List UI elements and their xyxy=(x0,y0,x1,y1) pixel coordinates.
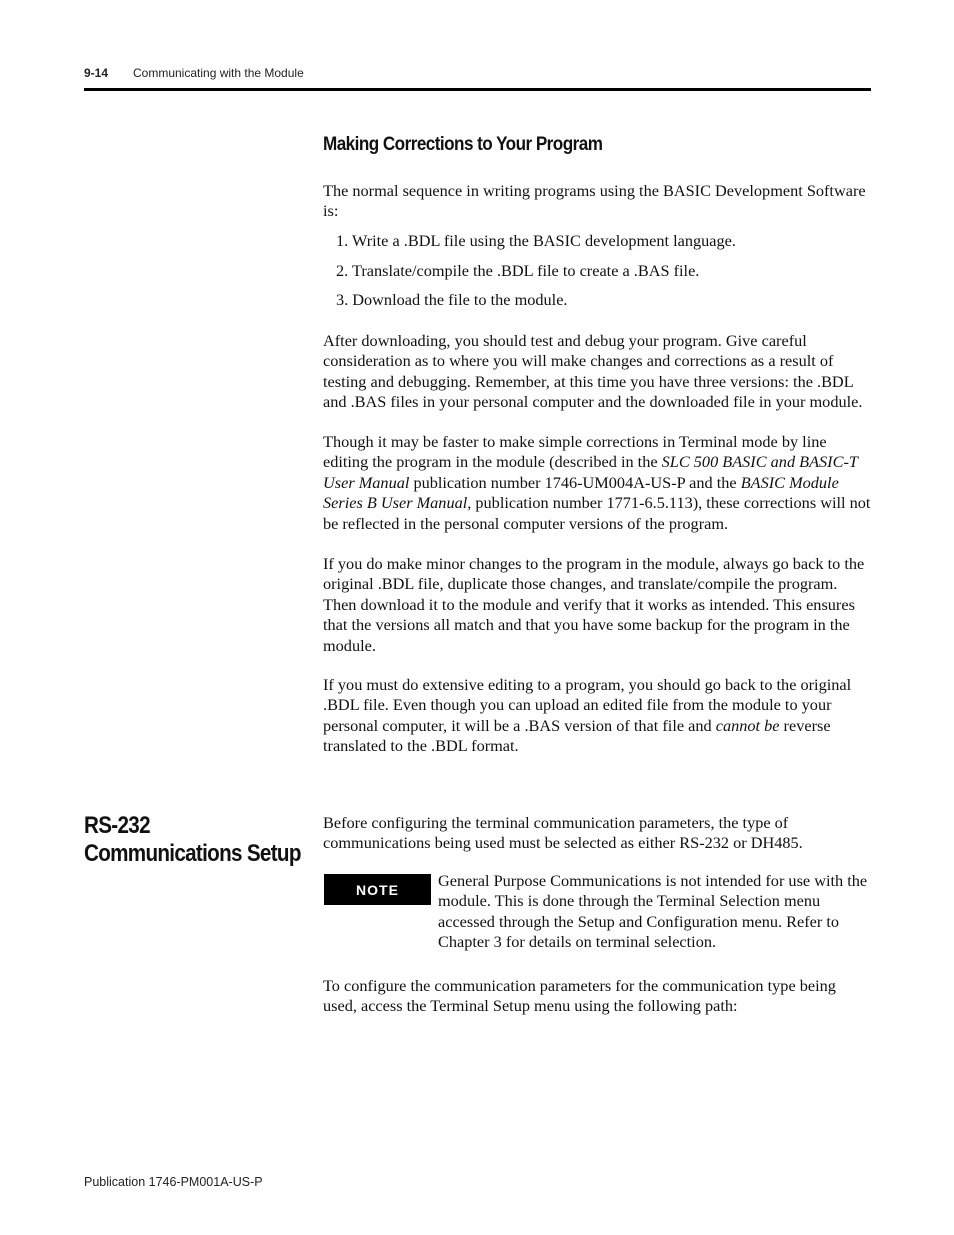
after-download-paragraph: After downloading, you should test and debug your program. Give careful consideration as to where you will make changes and corrections as a result of testing and debugging. Remember, at this time you have three versions: the .BDL and .BAS files in your personal computer and the downloaded file in your module. xyxy=(323,331,863,412)
rs232-intro-paragraph: Before configuring the terminal communication parameters, the type of communications being used must be selected as either RS-232 or DH485. xyxy=(323,813,803,853)
manual-title-basic-module: BASIC Module Series B User Manual xyxy=(323,472,839,513)
note-label-badge: NOTE xyxy=(324,874,431,905)
page-header xyxy=(84,66,870,86)
section-heading-corrections: Making Corrections to Your Program xyxy=(323,134,603,155)
page-number: 9-14 xyxy=(84,66,109,80)
minor-changes-paragraph: If you do make minor changes to the program in the module, always go back to the original .BDL file, duplicate those changes, and translate/compile the program. Then download it to the module and verify that it works as intended. This ensures that the versions all match and that you have some backup for the program in the module. xyxy=(323,554,865,655)
section-heading-rs232: RS-232 Communications Setup xyxy=(84,812,301,867)
extensive-editing-paragraph: If you must do extensive editing to a program, you should go back to the original .BDL file. Even though you can upload an edited file from the module to your personal computer, it will be a .BAS version of that file and cannot be reverse translated to the .BDL format. xyxy=(323,675,852,756)
emphasis-cannot-be: cannot be xyxy=(715,715,780,735)
terminal-mode-paragraph: Though it may be faster to make simple corrections in Terminal mode by line editing the program in the module (described in the SLC 500 BASIC and BASIC-T User Manual publication number 1746-UM004A-US-P and the BASIC Module Series B User Manual, publication number 1771-6.5.113), these corrections will not be reflected in the personal computer versions of the program. xyxy=(323,432,871,533)
chapter-title: Communicating with the Module xyxy=(133,66,304,80)
configure-paragraph: To configure the communication parameters for the communication type being used, access the Terminal Setup menu using the following path: xyxy=(323,976,836,1016)
step-item-3: 3. Download the file to the module. xyxy=(336,290,568,309)
step-item-1: 1. Write a .BDL file using the BASIC development language. xyxy=(336,231,736,250)
manual-title-slc500: SLC 500 BASIC and BASIC-T User Manual xyxy=(323,452,858,492)
intro-paragraph: The normal sequence in writing programs using the BASIC Development Software is: xyxy=(323,181,866,221)
step-item-2: 2. Translate/compile the .BDL file to create a .BAS file. xyxy=(336,261,700,280)
header-rule xyxy=(84,88,871,91)
publication-footer: Publication 1746-PM001A-US-P xyxy=(84,1175,263,1189)
note-text: General Purpose Communications is not intended for use with the module. This is done through the Terminal Selection menu accessed through the Setup and Configuration menu. Refer to Chapter 3 for details on terminal selection. xyxy=(438,871,868,952)
